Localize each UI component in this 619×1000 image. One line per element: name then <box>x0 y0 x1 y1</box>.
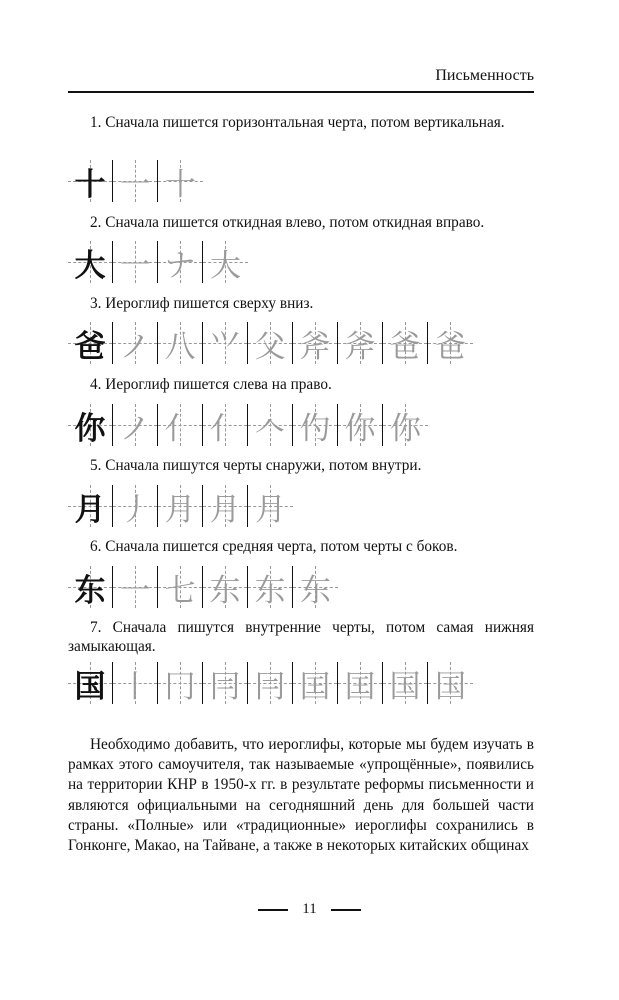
character-glyph: 东 <box>300 572 331 609</box>
character-glyph: 一 <box>119 572 151 609</box>
page-number: 11 <box>302 901 317 917</box>
stroke-step <box>293 662 338 704</box>
stroke-order-row-4 <box>68 404 428 446</box>
character-glyph: 囯 <box>344 668 376 705</box>
character-glyph: 月 <box>164 491 196 528</box>
rule-1-text: 1. Сначала пишется горизонтальная черта, потом вертикальная. <box>90 114 505 131</box>
character-glyph: 囯 <box>299 668 331 705</box>
character-glyph: 东 <box>74 572 106 609</box>
character-glyph: 冂 <box>164 668 196 705</box>
character-glyph: 国 <box>435 668 466 705</box>
stroke-step <box>158 322 203 364</box>
target-character <box>68 160 113 202</box>
stroke-step <box>203 566 248 608</box>
stroke-step <box>428 322 473 364</box>
target-character <box>68 485 113 527</box>
character-glyph: 十 <box>74 166 106 203</box>
body-paragraph: Необходимо добавить, что иероглифы, которые мы будем изучать в рамках этого самоучителя, так называемые «упрощённые», появились на территории КНР в 1950-х гг. в результате реформы письменности и являются официальными на сегодняшний день для большей части страны. «Полные» или «традиционные» иероглифы сохранились в Гонконге, Макао, на Тайване, а также в некоторых китайских общинах <box>68 736 534 855</box>
character-glyph: 亻 <box>209 410 241 447</box>
stroke-step <box>113 404 158 446</box>
stroke-step <box>113 662 158 704</box>
character-glyph: 冃 <box>254 668 286 705</box>
stroke-step <box>203 322 248 364</box>
character-glyph: 父 <box>254 328 286 365</box>
character-glyph: 仢 <box>299 410 331 447</box>
stroke-step <box>113 241 158 283</box>
rule-2-text: 2. Сначала пишется откидная влево, потом откидная вправо. <box>90 214 485 231</box>
rule-5-text: 5. Сначала пишутся черты снаружи, потом внутри. <box>90 457 422 474</box>
character-glyph: 八 <box>164 328 196 365</box>
stroke-step <box>158 566 203 608</box>
stroke-step <box>113 566 158 608</box>
stroke-step <box>248 566 293 608</box>
stroke-step <box>203 485 248 527</box>
character-glyph: 冃 <box>209 668 241 705</box>
stroke-order-row-3 <box>68 322 473 364</box>
character-glyph: 东 <box>209 572 241 609</box>
rule-3-text: 3. Иероглиф пишется сверху вниз. <box>90 295 314 312</box>
character-glyph: 一 <box>119 166 151 203</box>
footer-dash-left <box>258 909 288 911</box>
stroke-step <box>158 485 203 527</box>
rule-7-text: 7. Сначала пишутся внутренние черты, потом самая нижняя замыкающая. <box>68 619 534 655</box>
stroke-step <box>383 322 428 364</box>
stroke-step <box>293 566 338 608</box>
character-glyph: 大 <box>210 247 241 284</box>
stroke-order-row-2 <box>68 241 248 283</box>
stroke-step <box>158 662 203 704</box>
target-character <box>68 662 113 704</box>
stroke-step <box>248 404 293 446</box>
stroke-step <box>338 322 383 364</box>
stroke-step <box>203 404 248 446</box>
rule-4-text: 4. Иероглиф пишется слева на право. <box>90 376 332 393</box>
stroke-step <box>113 485 158 527</box>
character-glyph: 爸 <box>74 328 106 365</box>
character-glyph: 𠆢 <box>254 410 286 447</box>
stroke-step <box>248 662 293 704</box>
character-glyph: 丿 <box>119 491 151 528</box>
stroke-order-row-1 <box>68 160 203 202</box>
character-glyph: 爸 <box>435 328 466 365</box>
stroke-step <box>158 241 203 283</box>
character-glyph: 月 <box>209 491 241 528</box>
stroke-step <box>158 160 203 202</box>
stroke-order-row-7 <box>68 662 473 704</box>
character-glyph: 斧 <box>344 328 376 365</box>
stroke-order-row-6 <box>68 566 338 608</box>
stroke-step <box>248 485 293 527</box>
page-footer <box>0 901 619 918</box>
character-glyph: 大 <box>74 247 106 284</box>
character-glyph: ノ <box>119 328 151 365</box>
character-glyph: 一 <box>119 247 151 284</box>
character-glyph: 国 <box>74 668 106 705</box>
stroke-step <box>338 404 383 446</box>
character-glyph: ⺍ <box>209 328 241 365</box>
character-glyph: 斧 <box>299 328 331 365</box>
stroke-step <box>158 404 203 446</box>
target-character <box>68 404 113 446</box>
character-glyph: 东 <box>254 572 286 609</box>
stroke-step <box>248 322 293 364</box>
character-glyph: 七 <box>164 572 196 609</box>
stroke-step <box>293 322 338 364</box>
stroke-order-row-5 <box>68 485 293 527</box>
character-glyph: ナ <box>164 247 196 284</box>
stroke-step <box>113 160 158 202</box>
character-glyph: 你 <box>390 410 421 447</box>
character-glyph: 十 <box>165 166 196 203</box>
target-character <box>68 241 113 283</box>
character-glyph: 国 <box>389 668 421 705</box>
stroke-step <box>203 662 248 704</box>
target-character <box>68 566 113 608</box>
character-glyph: 亻 <box>164 410 196 447</box>
character-glyph: 丨 <box>119 668 151 705</box>
character-glyph: 月 <box>255 491 286 528</box>
stroke-step <box>293 404 338 446</box>
stroke-step <box>383 404 428 446</box>
character-glyph: 月 <box>74 491 106 528</box>
stroke-step <box>338 662 383 704</box>
character-glyph: ノ <box>119 410 151 447</box>
character-glyph: 你 <box>74 410 106 447</box>
footer-dash-right <box>331 909 361 911</box>
character-glyph: 爸 <box>389 328 421 365</box>
stroke-step <box>383 662 428 704</box>
stroke-step <box>203 241 248 283</box>
character-glyph: 你 <box>344 410 376 447</box>
rule-6-text: 6. Сначала пишется средняя черта, потом черты с боков. <box>90 538 458 555</box>
stroke-step <box>428 662 473 704</box>
running-header: Письменность <box>435 67 534 84</box>
header-rule <box>68 91 534 93</box>
stroke-step <box>113 322 158 364</box>
target-character <box>68 322 113 364</box>
